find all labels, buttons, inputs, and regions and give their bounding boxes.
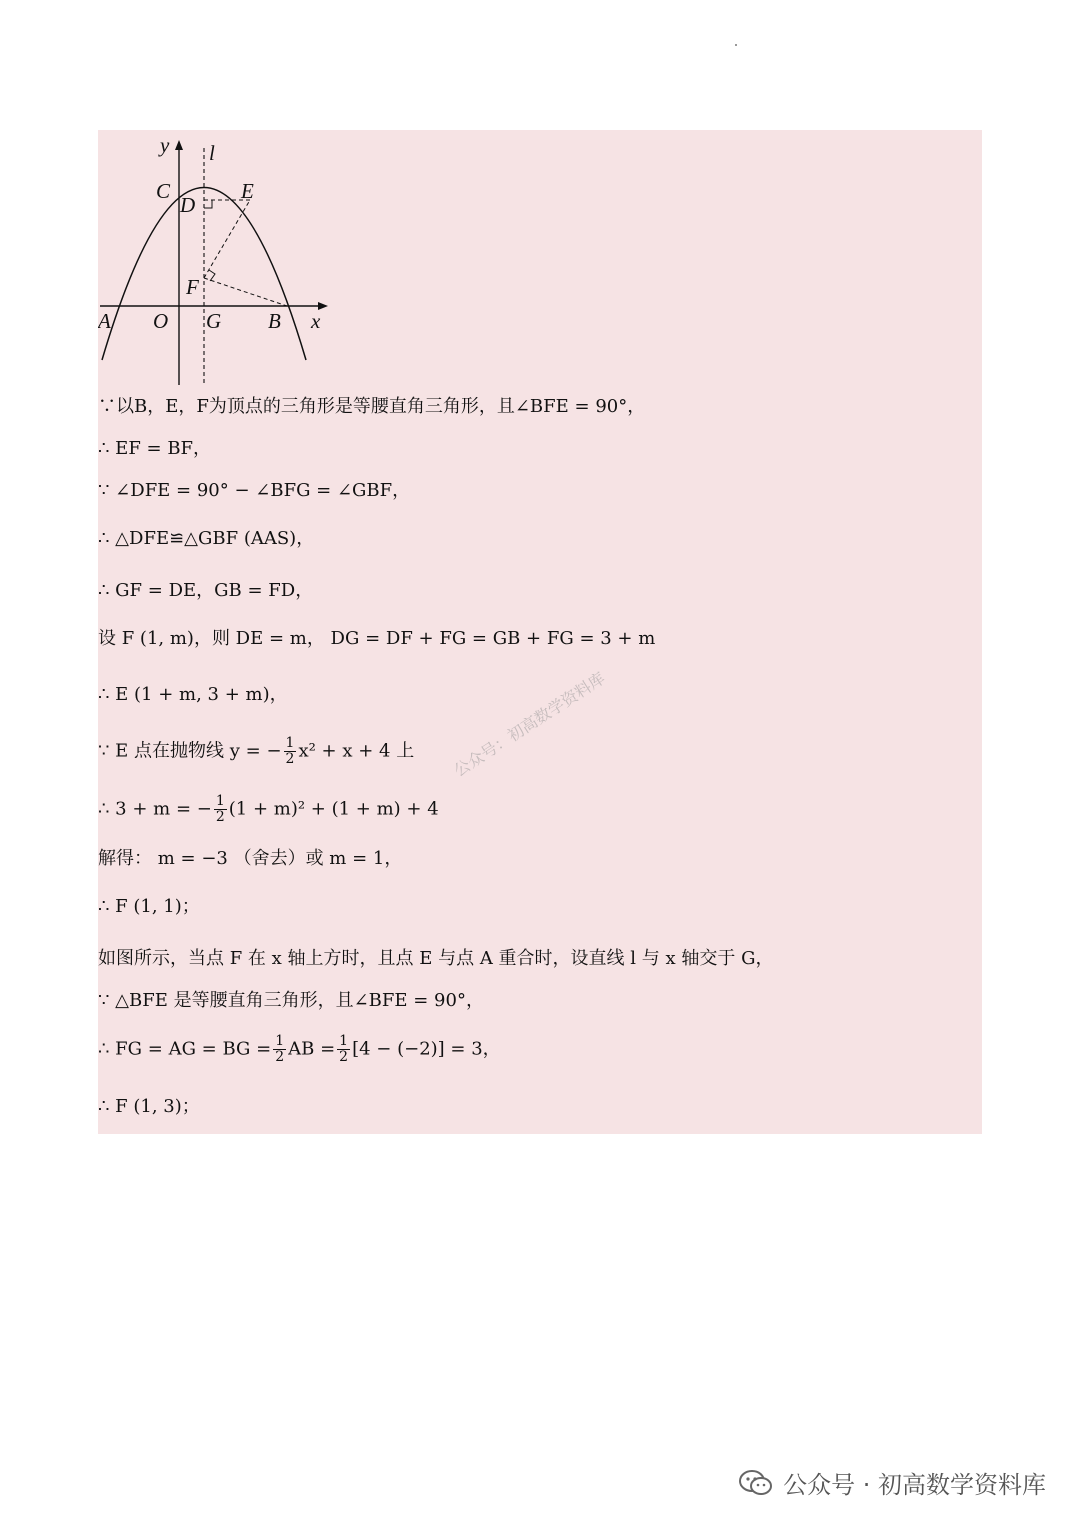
fraction-half: $\frac{1}{2}$ (339, 1033, 349, 1065)
wechat-icon (739, 1469, 773, 1497)
fraction-half: $\frac{1}{2}$ (285, 735, 295, 767)
watermark: 公众号：初高数学资料库 (450, 668, 609, 781)
footer-brand (739, 1465, 1046, 1500)
label-x: x (311, 309, 321, 333)
solution-line: ∴ E (1 + m, 3 + m)， (98, 684, 288, 705)
line-part: ∴ FG = AG = BG = (98, 1038, 272, 1060)
solution-line: ∴ △DFE≌△GBF (AAS)， (98, 528, 315, 549)
line-part: AB = (288, 1038, 336, 1060)
solution-line (98, 736, 414, 767)
segment-FE (204, 200, 250, 278)
parabola-diagram (98, 130, 358, 390)
fraction-half: $\frac{1}{2}$ (275, 1033, 285, 1065)
line-part: ∵ E 点在抛物线 y = − (98, 740, 282, 762)
solution-line: 解得： m = −3 （舍去）或 m = 1， (98, 848, 403, 869)
segment-FB (204, 278, 287, 306)
solution-line: 设 F (1, m)，则 DE = m， DG = DF + FG = GB + FG = 3 + m (98, 628, 656, 649)
stray-dot (735, 44, 737, 46)
content-panel (98, 130, 982, 1134)
line-part: x² + x + 4 上 (298, 740, 415, 762)
solution-line (98, 1034, 501, 1065)
solution-line: ∴ F (1, 1)； (98, 896, 200, 917)
line-part: ∴ 3 + m = − (98, 798, 212, 820)
right-angle-F (209, 270, 215, 281)
label-F: F (186, 275, 199, 299)
solution-line: ∵ △BFE 是等腰直角三角形，且∠BFE = 90°， (98, 990, 484, 1011)
label-D: D (180, 193, 196, 217)
solution-line (98, 794, 439, 825)
solution-line: ∴ EF = BF， (98, 438, 212, 459)
y-axis-arrow (175, 140, 183, 150)
line-part: (1 + m)² + (1 + m) + 4 (228, 798, 439, 820)
solution-line: 如图所示，当点 F 在 x 轴上方时，且点 E 与点 A 重合时，设直线 l 与 x 轴交于 G， (98, 948, 774, 969)
fraction-half: $\frac{1}{2}$ (215, 793, 225, 825)
label-y: y (160, 133, 170, 157)
solution-line: ∵以B，E，F为顶点的三角形是等腰直角三角形，且∠BFE = 90°， (98, 396, 646, 417)
label-A: A (98, 309, 111, 333)
label-l: l (209, 141, 215, 165)
solution-line: ∴ F (1, 3)； (98, 1096, 200, 1117)
label-E: E (241, 179, 254, 203)
label-G: G (206, 309, 222, 333)
solution-line: ∵ ∠DFE = 90° − ∠BFG = ∠GBF， (98, 480, 411, 501)
footer-text: 公众号 · 初高数学资料库 (783, 1471, 1046, 1499)
right-angle-D (204, 200, 212, 208)
line-part: [4 − (−2)] = 3， (352, 1038, 501, 1060)
solution-line: ∴ GF = DE，GB = FD， (98, 580, 314, 601)
label-B: B (268, 309, 281, 333)
label-O: O (153, 309, 169, 333)
label-C: C (156, 179, 171, 203)
